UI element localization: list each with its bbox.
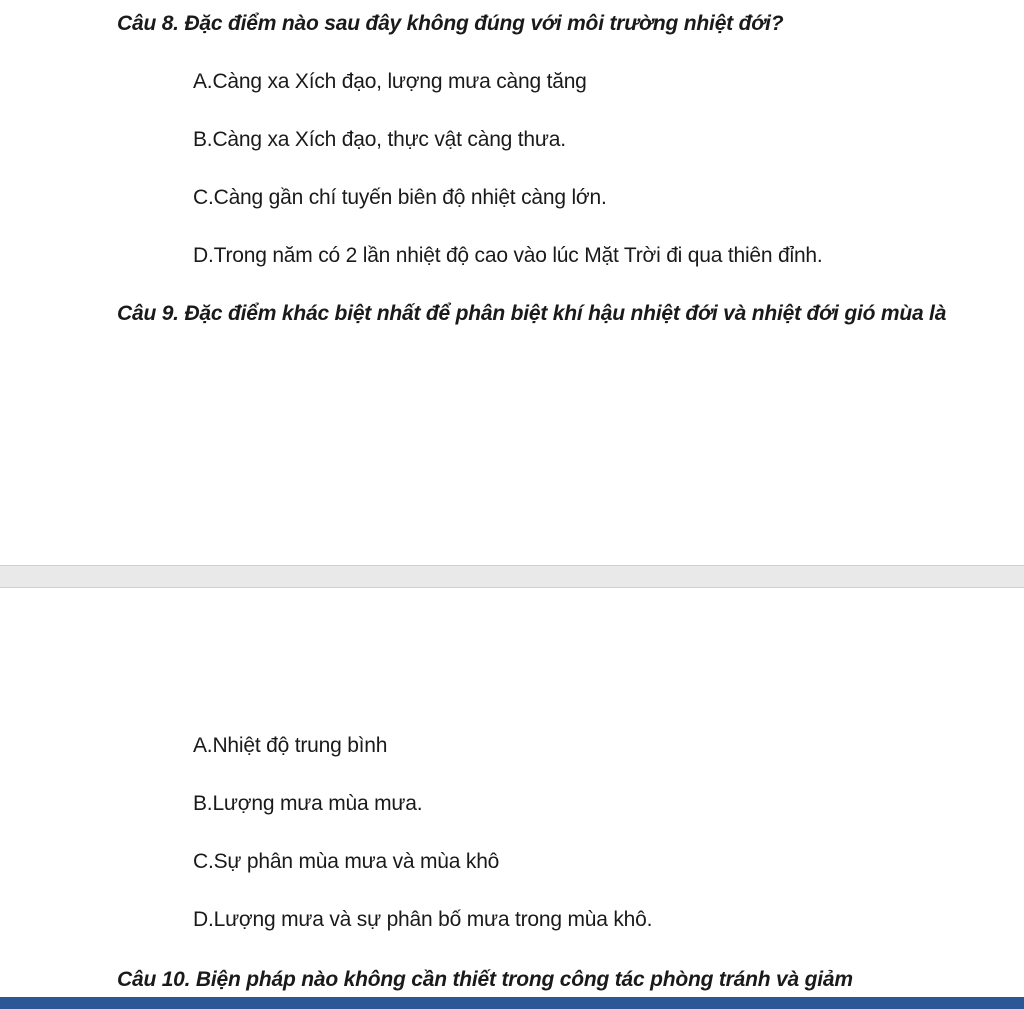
q9-option-b: B.Lượng mưa mùa mưa. — [193, 792, 423, 815]
q9-option-a: A.Nhiệt độ trung bình — [193, 734, 388, 757]
question-8: Câu 8. Đặc điểm nào sau đây không đúng với môi trường nhiệt đới? — [117, 12, 784, 35]
q9-option-c: C.Sự phân mùa mưa và mùa khô — [193, 850, 500, 873]
q8-option-d: D.Trong năm có 2 lần nhiệt độ cao vào lúc Mặt Trời đi qua thiên đỉnh. — [193, 244, 823, 267]
q9-option-d: D.Lượng mưa và sự phân bố mưa trong mùa khô. — [193, 908, 653, 931]
status-bar — [0, 997, 1024, 1009]
page-break-gap — [0, 565, 1024, 588]
q8-option-b: B.Càng xa Xích đạo, thực vật càng thưa. — [193, 128, 566, 151]
question-9: Câu 9. Đặc điểm khác biệt nhất để phân biệt khí hậu nhiệt đới và nhiệt đới gió mùa là — [117, 302, 947, 325]
q8-option-a: A.Càng xa Xích đạo, lượng mưa càng tăng — [193, 70, 587, 93]
q8-option-c: C.Càng gần chí tuyến biên độ nhiệt càng lớn. — [193, 186, 607, 209]
question-10: Câu 10. Biện pháp nào không cần thiết trong công tác phòng tránh và giảm — [117, 968, 853, 991]
